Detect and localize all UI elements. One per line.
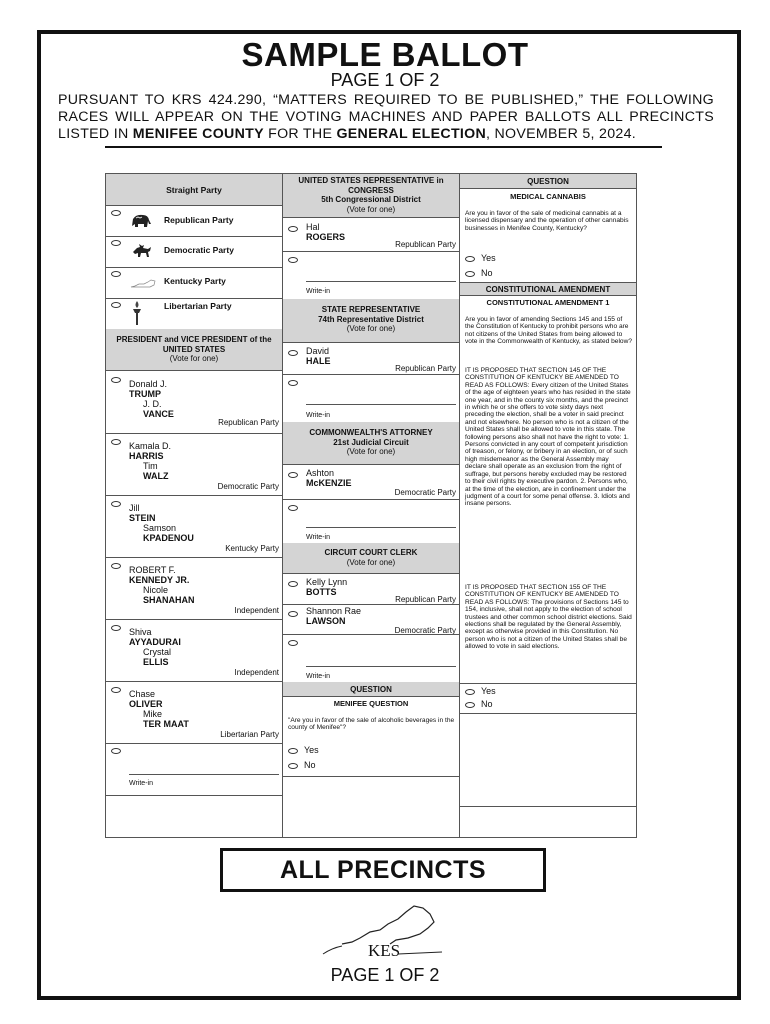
- vote-oval[interactable]: [288, 505, 298, 511]
- cannabis-title: MEDICAL CANNABIS: [510, 192, 586, 201]
- donkey-icon: [132, 243, 152, 259]
- party-label: Libertarian Party: [220, 730, 279, 739]
- vote-oval[interactable]: [111, 302, 121, 308]
- kentucky-map-icon: [342, 906, 434, 944]
- amendment-header: CONSTITUTIONAL AMENDMENT: [460, 282, 636, 296]
- option-no[interactable]: No: [283, 759, 459, 777]
- party-label: Democratic Party: [394, 626, 456, 635]
- vote-oval[interactable]: [288, 226, 298, 232]
- option-yes[interactable]: Yes: [460, 252, 636, 266]
- vote-oval[interactable]: [111, 625, 121, 631]
- vote-oval[interactable]: [465, 271, 475, 277]
- question-header: QUESTION: [460, 174, 636, 189]
- writein-line[interactable]: [306, 404, 456, 405]
- candidate-row[interactable]: Ashton McKENZIE Democratic Party: [283, 465, 459, 499]
- column-2: [283, 174, 460, 837]
- vote-oval[interactable]: [111, 377, 121, 383]
- writein-line[interactable]: [129, 774, 279, 775]
- county-name: MENIFEE COUNTY: [132, 126, 264, 142]
- candidate-row[interactable]: Kamala D. HARRIS Tim WALZ Democratic Party: [106, 433, 282, 496]
- party-option-democratic[interactable]: [106, 236, 282, 268]
- president-header: PRESIDENT and VICE PRESIDENT of the UNITED STATES (Vote for one): [106, 329, 282, 371]
- amendment-section-155: IT IS PROPOSED THAT SECTION 155 OF THE CONSTITUTION OF KENTUCKY BE AMENDED TO READ AS FOLLOWS: The provisions of Sections 145 to 154, inclusive, shall not apply to the election of school trustees and other common school district elections. Said elections shall be regulated by the General Assembly, except as otherwise provided in this Constitution. No person who is not a citizen of the United States shall be allowed to vote in said elections.: [465, 584, 632, 651]
- vote-oval[interactable]: [288, 472, 298, 478]
- election-name: GENERAL ELECTION: [336, 126, 487, 142]
- clerk-header: CIRCUIT COURT CLERK (Vote for one): [283, 543, 459, 574]
- vote-oval[interactable]: [288, 763, 298, 769]
- writein-line[interactable]: [306, 666, 456, 667]
- writein-line[interactable]: [306, 527, 456, 528]
- kes-logo: [320, 902, 450, 960]
- straight-party-header: Straight Party: [106, 174, 282, 206]
- candidate-row[interactable]: Donald J. TRUMP J. D. VANCE Republican Party: [106, 371, 282, 434]
- vote-oval[interactable]: [111, 501, 121, 507]
- candidate-row[interactable]: Shannon Rae LAWSON Democratic Party: [283, 604, 459, 634]
- party-label: Democratic Party: [164, 245, 234, 255]
- vote-oval[interactable]: [465, 256, 475, 262]
- party-label: Republican Party: [218, 418, 279, 427]
- party-label: Kentucky Party: [164, 276, 226, 286]
- writein-row[interactable]: [283, 499, 459, 545]
- writein-label: Write-in: [306, 412, 330, 419]
- writein-label: Write-in: [129, 780, 153, 787]
- empty-cell: [460, 713, 636, 807]
- option-no[interactable]: No: [460, 698, 636, 714]
- vote-oval[interactable]: [111, 210, 121, 216]
- column-3: [460, 174, 636, 837]
- party-label: Independent: [234, 606, 279, 615]
- writein-label: Write-in: [306, 673, 330, 680]
- vote-oval[interactable]: [111, 563, 121, 569]
- candidate-row[interactable]: Jill STEIN Samson KPADENOU Kentucky Party: [106, 495, 282, 558]
- writein-line[interactable]: [306, 281, 456, 282]
- party-option-libertarian[interactable]: [106, 298, 282, 330]
- writein-row[interactable]: [106, 743, 282, 796]
- candidate-row[interactable]: David HALE Republican Party: [283, 343, 459, 374]
- party-label: Republican Party: [395, 364, 456, 373]
- vote-oval[interactable]: [111, 748, 121, 754]
- vote-oval[interactable]: [111, 240, 121, 246]
- vote-oval[interactable]: [288, 748, 298, 754]
- vote-oval[interactable]: [465, 702, 475, 708]
- party-label: Republican Party: [164, 215, 234, 225]
- divider: [105, 146, 662, 148]
- writein-row[interactable]: [283, 374, 459, 424]
- page-title: SAMPLE BALLOT: [241, 36, 529, 73]
- party-label: Democratic Party: [217, 482, 279, 491]
- writein-label: Write-in: [306, 288, 330, 295]
- party-option-kentucky[interactable]: [106, 267, 282, 299]
- amendment-title: CONSTITUTIONAL AMENDMENT 1: [486, 298, 610, 307]
- all-precincts-banner: ALL PRECINCTS: [220, 848, 546, 892]
- option-yes[interactable]: Yes: [283, 744, 459, 759]
- footer-page-number: PAGE 1 OF 2: [330, 965, 440, 985]
- amendment-section-145: IT IS PROPOSED THAT SECTION 145 OF THE CONSTITUTION OF KENTUCKY BE AMENDED TO READ AS FOLLOWS: Every citizen of the United States of the age of eighteen years who has resided in the state one year, and in the county six months, and the precinct in which he or she offers to vote sixty days next preceding the election, shall be a voter in said precinct and not elsewhere. No person who is not a citizen of the United States shall be allowed to vote in this state. The following persons also shall not have the right to vote: 1. Persons convicted in any court of competent jurisdiction of treason, or felony, or bribery in an election, or of such high misdemeanor as the General Assembly may declare shall operate as an exclusion from the right of suffrage, but persons hereby excluded may be restored to their civil rights by executive pardon. 2. Persons who, at the time of the election, are in confinement under the judgment of a court for some penal offense. 3. Idiots and insane persons.: [465, 367, 631, 508]
- candidate-row[interactable]: Hal ROGERS Republican Party: [283, 218, 459, 251]
- option-yes[interactable]: Yes: [460, 683, 636, 699]
- vote-oval[interactable]: [288, 611, 298, 617]
- torch-icon: [131, 300, 143, 326]
- party-label: Independent: [234, 668, 279, 677]
- ballot: [105, 173, 637, 838]
- candidate-row[interactable]: Shiva AYYADURAI Crystal ELLIS Independent: [106, 619, 282, 682]
- vote-oval[interactable]: [111, 687, 121, 693]
- candidate-row[interactable]: Kelly Lynn BOTTS Republican Party: [283, 574, 459, 605]
- party-label: Libertarian Party: [164, 301, 232, 311]
- writein-row[interactable]: [283, 634, 459, 684]
- candidate-row[interactable]: Chase OLIVER Mike TER MAAT Libertarian Party: [106, 681, 282, 744]
- amendment-intro: Are you in favor of amending Sections 145 and 155 of the Constitution of Kentucky to prohibit persons who are not citizens of the United States from being allowed to vote in the Commonwealth of Kentucky, as stated below?: [465, 316, 633, 346]
- candidate-row[interactable]: ROBERT F. KENNEDY JR. Nicole SHANAHAN Independent: [106, 557, 282, 620]
- us-rep-header: UNITED STATES REPRESENTATIVE in CONGRESS 5th Congressional District (Vote for one): [283, 174, 459, 218]
- notice-text: PURSUANT TO KRS 424.290, “MATTERS REQUIRED TO BE PUBLISHED,” THE FOLLOWING RACES WILL APPEAR ON THE VOTING MACHINES AND PAPER BALLOTS ALL PRECINCTS LISTED IN MENIFEE COUNTY FOR THE GENERAL ELECTION, NOVEMBER 5, 2024.: [58, 92, 714, 142]
- vote-oval[interactable]: [288, 581, 298, 587]
- attorney-header: COMMONWEALTH'S ATTORNEY 21st Judicial Circuit (Vote for one): [283, 422, 459, 465]
- party-label: Kentucky Party: [225, 544, 279, 553]
- vote-oval[interactable]: [288, 257, 298, 263]
- writein-label: Write-in: [306, 534, 330, 541]
- vote-oval[interactable]: [111, 271, 121, 277]
- menifee-question-text: "Are you in favor of the sale of alcoholic beverages in the county of Menifee"?: [288, 717, 455, 732]
- party-label: Republican Party: [395, 240, 456, 249]
- menifee-question-title: MENIFEE QUESTION: [333, 699, 409, 708]
- kentucky-outline-icon: [130, 279, 156, 289]
- kes-logo-text: KES: [368, 941, 401, 960]
- cannabis-text: Are you in favor of the sale of medicinal cannabis at a licensed dispensary and the operation of other cannabis businesses in Menifee County, Kentucky?: [465, 210, 629, 232]
- party-label: Republican Party: [395, 595, 456, 604]
- elephant-icon: [130, 212, 152, 230]
- option-no[interactable]: No: [460, 267, 636, 281]
- vote-oval[interactable]: [465, 689, 475, 695]
- vote-oval[interactable]: [288, 640, 298, 646]
- writein-row[interactable]: [283, 251, 459, 301]
- question-header: QUESTION: [283, 682, 459, 697]
- vote-oval[interactable]: [288, 350, 298, 356]
- state-rep-header: STATE REPRESENTATIVE 74th Representative District (Vote for one): [283, 299, 459, 343]
- vote-oval[interactable]: [111, 439, 121, 445]
- column-1: [106, 174, 283, 837]
- party-label: Democratic Party: [394, 488, 456, 497]
- party-option-republican[interactable]: [106, 206, 282, 237]
- vote-oval[interactable]: [288, 380, 298, 386]
- page-number: PAGE 1 OF 2: [330, 70, 440, 90]
